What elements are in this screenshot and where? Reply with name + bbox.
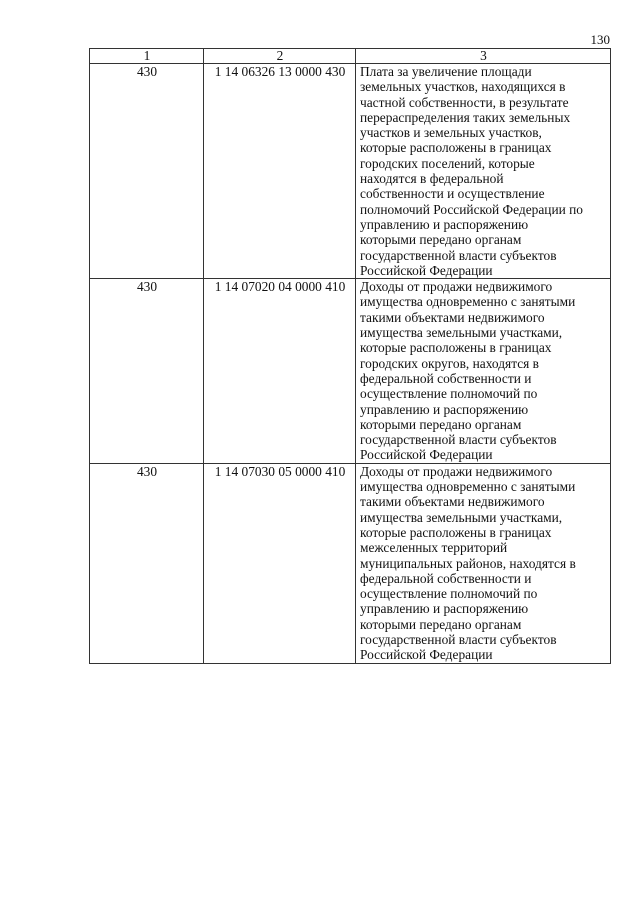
description-line: Доходы от продажи недвижимого <box>360 463 553 479</box>
budget-codes-table <box>89 48 611 664</box>
description-line: управлению и распоряжению <box>360 216 529 232</box>
column-header-2: 2 <box>204 49 356 64</box>
description-line: Плата за увеличение площади <box>360 64 532 79</box>
description-line: которые расположены в границах <box>360 524 552 540</box>
column-header-1: 1 <box>90 49 204 64</box>
description-line: государственной власти субъектов <box>360 247 557 263</box>
column-header-3: 3 <box>356 49 611 64</box>
table-header <box>90 49 611 64</box>
table-header-row <box>90 49 611 64</box>
description-line: муниципальных районов, находятся в <box>360 555 576 571</box>
description-line: межселенных территорий <box>360 540 508 556</box>
description-line: имущества земельными участками, <box>360 325 563 341</box>
description-cell <box>356 463 611 663</box>
description-line: имущества одновременно с занятыми <box>360 479 576 495</box>
table-row <box>90 463 611 663</box>
description-line: Российской Федерации <box>360 647 493 663</box>
description-line: государственной власти субъектов <box>360 432 557 448</box>
description-line: которыми передано органам <box>360 416 522 432</box>
description-cell <box>356 279 611 464</box>
description-line: федеральной собственности и <box>360 570 532 586</box>
description-line: Российской Федерации <box>360 262 493 278</box>
kbk-code-cell: 1 14 07020 04 0000 410 <box>204 279 356 464</box>
admin-code-cell: 430 <box>90 64 204 279</box>
description-line: находятся в федеральной <box>360 171 504 187</box>
description-line: участков и земельных участков, <box>360 125 542 141</box>
description-line: федеральной собственности и <box>360 370 532 386</box>
description-line: перераспределения таких земельных <box>360 109 571 125</box>
description-line: такими объектами недвижимого <box>360 309 545 325</box>
description-line: имущества земельными участками, <box>360 509 563 525</box>
admin-code-cell: 430 <box>90 463 204 663</box>
description-line: осуществление полномочий по <box>360 386 538 402</box>
description-line: которые расположены в границах <box>360 140 552 156</box>
description-line: Доходы от продажи недвижимого <box>360 279 553 295</box>
description-line: частной собственности, в результате <box>360 94 569 110</box>
description-cell <box>356 64 611 279</box>
admin-code-cell: 430 <box>90 279 204 464</box>
kbk-code-cell: 1 14 07030 05 0000 410 <box>204 463 356 663</box>
description-line: имущества одновременно с занятыми <box>360 294 576 310</box>
description-line: осуществление полномочий по <box>360 586 538 602</box>
description-line: полномочий Российской Федерации по <box>360 201 583 217</box>
description-line: государственной власти субъектов <box>360 631 557 647</box>
table-row <box>90 64 611 279</box>
description-line: которыми передано органам <box>360 616 522 632</box>
description-line: Российской Федерации <box>360 447 493 463</box>
description-line: собственности и осуществление <box>360 186 545 202</box>
description-line: которыми передано органам <box>360 232 522 248</box>
description-line: городских поселений, которые <box>360 155 535 171</box>
description-line: такими объектами недвижимого <box>360 494 545 510</box>
description-line: земельных участков, находящихся в <box>360 79 566 95</box>
table-row <box>90 279 611 464</box>
description-line: которые расположены в границах <box>360 340 552 356</box>
page-number: 130 <box>590 32 610 47</box>
kbk-code-cell: 1 14 06326 13 0000 430 <box>204 64 356 279</box>
description-line: управлению и распоряжению <box>360 401 529 417</box>
description-line: городских округов, находятся в <box>360 355 539 371</box>
table-body <box>90 64 611 664</box>
description-line: управлению и распоряжению <box>360 601 529 617</box>
